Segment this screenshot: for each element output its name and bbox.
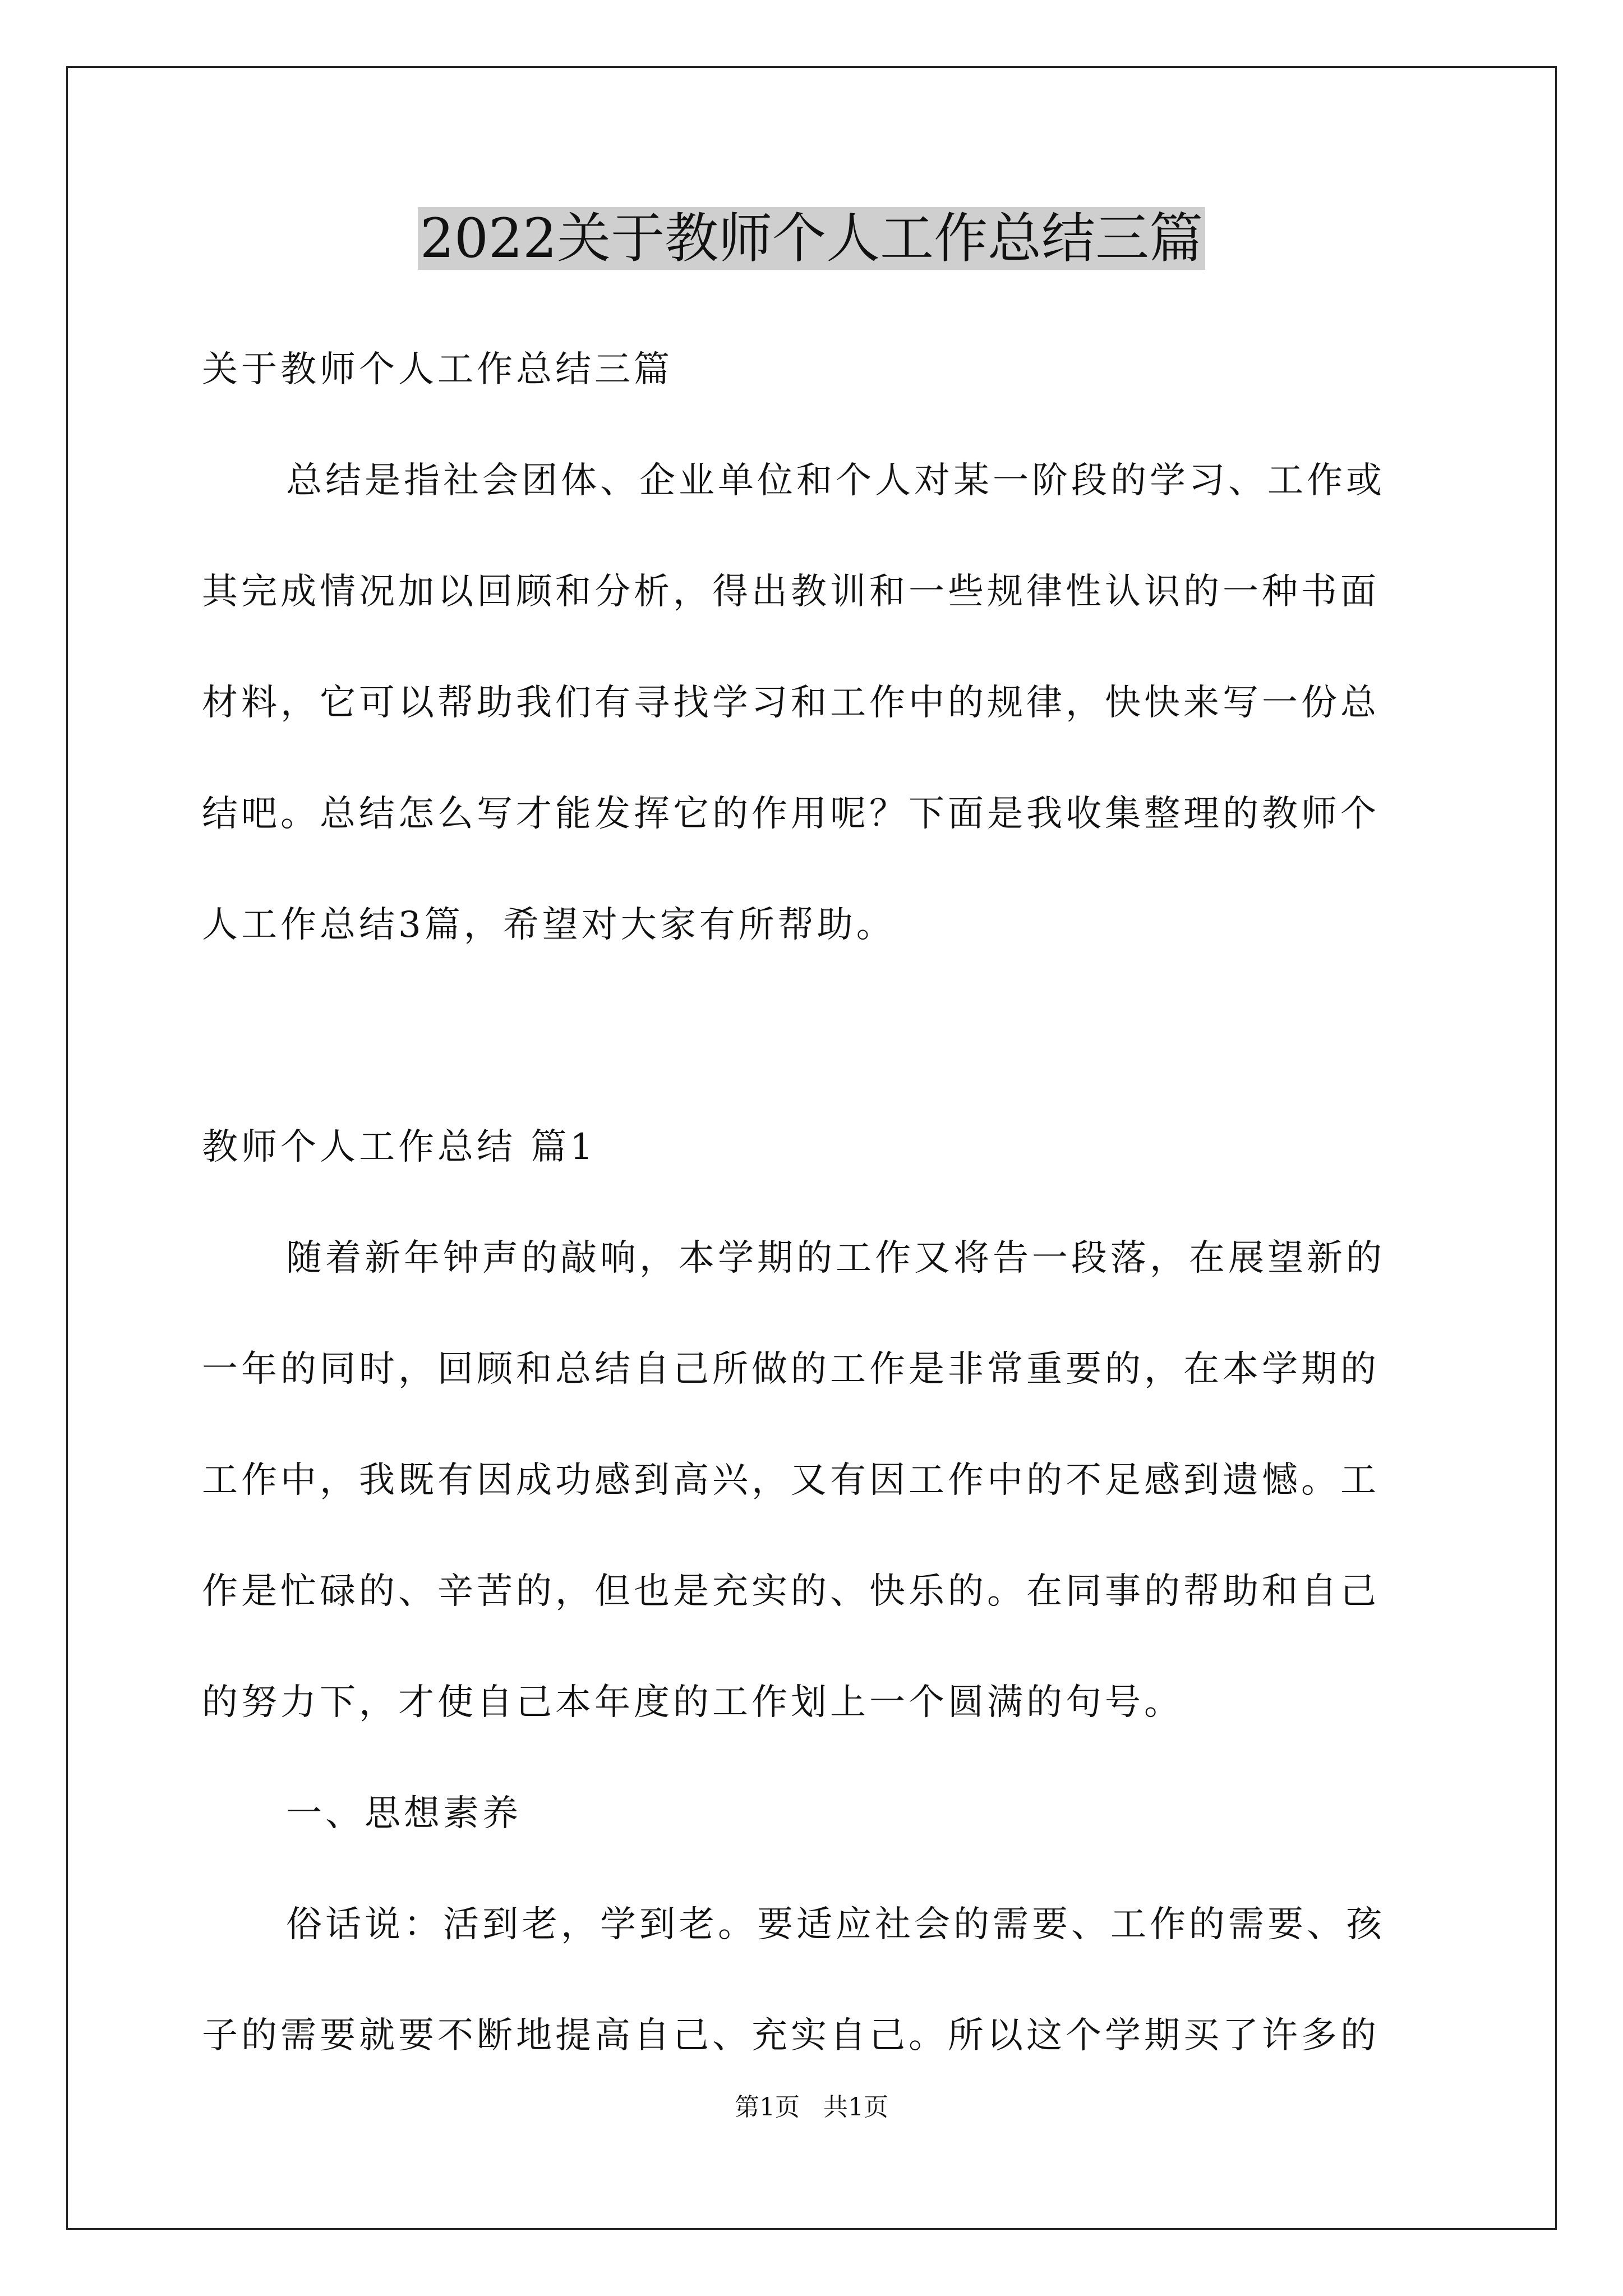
intro-line: 总结是指社会团体、企业单位和个人对某一阶段的学习、工作或 [286, 460, 1385, 501]
section-line: 的努力下，才使自己本年度的工作划上一个圆满的句号。 [202, 1682, 1183, 1723]
section-line: 随着新年钟声的敲响，本学期的工作又将告一段落，在展望新的 [286, 1237, 1385, 1279]
document-title-text: 2022关于教师个人工作总结三篇 [418, 207, 1205, 270]
subheading: 一、思想素养 [286, 1793, 522, 1834]
section-line: 一年的同时，回顾和总结自己所做的工作是非常重要的，在本学期的 [202, 1349, 1380, 1390]
document-title [0, 199, 1623, 278]
intro-line: 人工作总结3篇，希望对大家有所帮助。 [202, 904, 896, 946]
section-line: 作是忙碌的、辛苦的，但也是充实的、快乐的。在同事的帮助和自己 [202, 1571, 1380, 1612]
intro-line: 材料，它可以帮助我们有寻找学习和工作中的规律，快快来写一份总 [202, 682, 1380, 724]
subsection-line: 子的需要就要不断地提高自己、充实自己。所以这个学期买了许多的 [202, 2015, 1380, 2056]
subsection-line: 俗话说：活到老，学到老。要适应社会的需要、工作的需要、孩 [286, 1904, 1385, 1945]
document-body [202, 314, 1430, 2091]
section-line: 工作中，我既有因成功感到高兴，又有因工作中的不足感到遗憾。工 [202, 1460, 1380, 1501]
section-heading: 教师个人工作总结 篇1 [202, 1126, 597, 1168]
subtitle: 关于教师个人工作总结三篇 [202, 349, 673, 390]
intro-line: 结吧。总结怎么写才能发挥它的作用呢？下面是我收集整理的教师个 [202, 793, 1380, 835]
paragraph-gap [202, 981, 1430, 1092]
intro-line: 其完成情况加以回顾和分析，得出教训和一些规律性认识的一种书面 [202, 571, 1380, 613]
page-footer: 第1页 共1页 [735, 2093, 888, 2122]
